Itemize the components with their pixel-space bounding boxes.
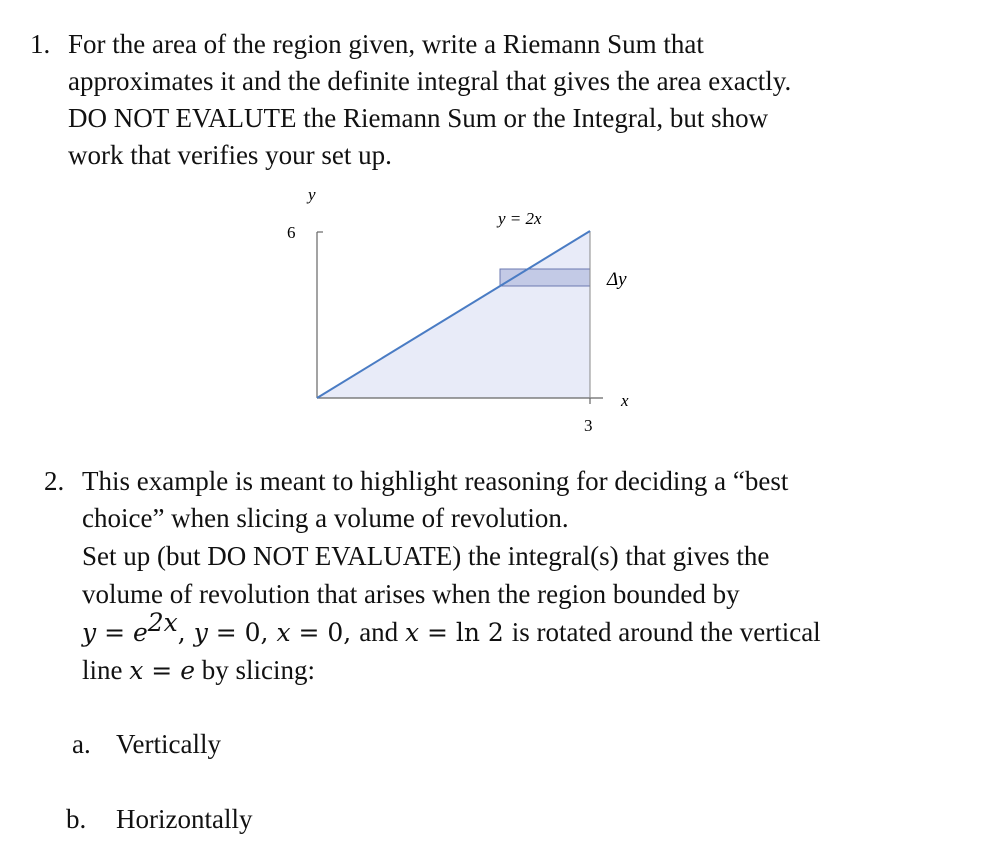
eq-y2: y — [193, 618, 208, 647]
strip-label: Δy — [607, 269, 627, 290]
problem2-line2: choice” when slicing a volume of revolution. — [82, 503, 569, 533]
eq-exponent: 2x — [147, 608, 178, 637]
eq-e: e — [132, 618, 148, 647]
problem2-line1: This example is meant to highlight reasoning for deciding a “best — [82, 466, 789, 496]
eq-equals-2: = 0, — [207, 618, 277, 647]
problem2-equation-line — [82, 608, 821, 651]
part-a-text: Vertically — [116, 729, 221, 759]
problem2-line4: volume of revolution that arises when the region bounded by — [82, 579, 740, 609]
problem1-number: 1. — [30, 29, 51, 59]
eq-x: x — [276, 618, 291, 647]
eq-and: and — [359, 617, 405, 647]
eq-equals-1: = — [96, 618, 133, 647]
x-axis-label: x — [621, 391, 629, 410]
problem1-line3: DO NOT EVALUTE the Riemann Sum or the Integral, but show — [68, 103, 769, 133]
line6-pre: line — [82, 655, 130, 685]
eq-x2: x — [404, 618, 420, 647]
line6-post: by slicing: — [195, 655, 315, 685]
eq-equals-3: = 0, — [290, 618, 360, 647]
eq-tail: is rotated around the vertical — [511, 617, 821, 647]
eq-equals-4: = ln 2 — [419, 618, 512, 647]
part-a-label: a. — [72, 729, 91, 759]
x-tick-label: 3 — [584, 416, 593, 435]
part-b-label: b. — [66, 804, 87, 834]
curve-label: y = 2x — [498, 209, 542, 228]
eq-sep1: , — [177, 618, 194, 647]
line6-e: e — [180, 656, 195, 685]
y-axis-label: y — [308, 185, 316, 204]
region-figure — [270, 182, 670, 442]
line6-x: x — [129, 656, 144, 685]
line6-eq: = — [143, 656, 181, 685]
problem1-line4: work that verifies your set up. — [68, 140, 392, 170]
part-b-text: Horizontally — [116, 804, 253, 834]
problem1-line2: approximates it and the definite integral that gives the area exactly. — [68, 66, 792, 96]
problem2-number: 2. — [44, 466, 65, 496]
y-tick-label: 6 — [287, 223, 296, 242]
eq-y: y — [82, 618, 97, 647]
problem2-line3: Set up (but DO NOT EVALUATE) the integral(s) that gives the — [82, 541, 770, 571]
problem2-line6 — [82, 652, 315, 689]
problem1-line1: For the area of the region given, write a Riemann Sum that — [68, 29, 704, 59]
